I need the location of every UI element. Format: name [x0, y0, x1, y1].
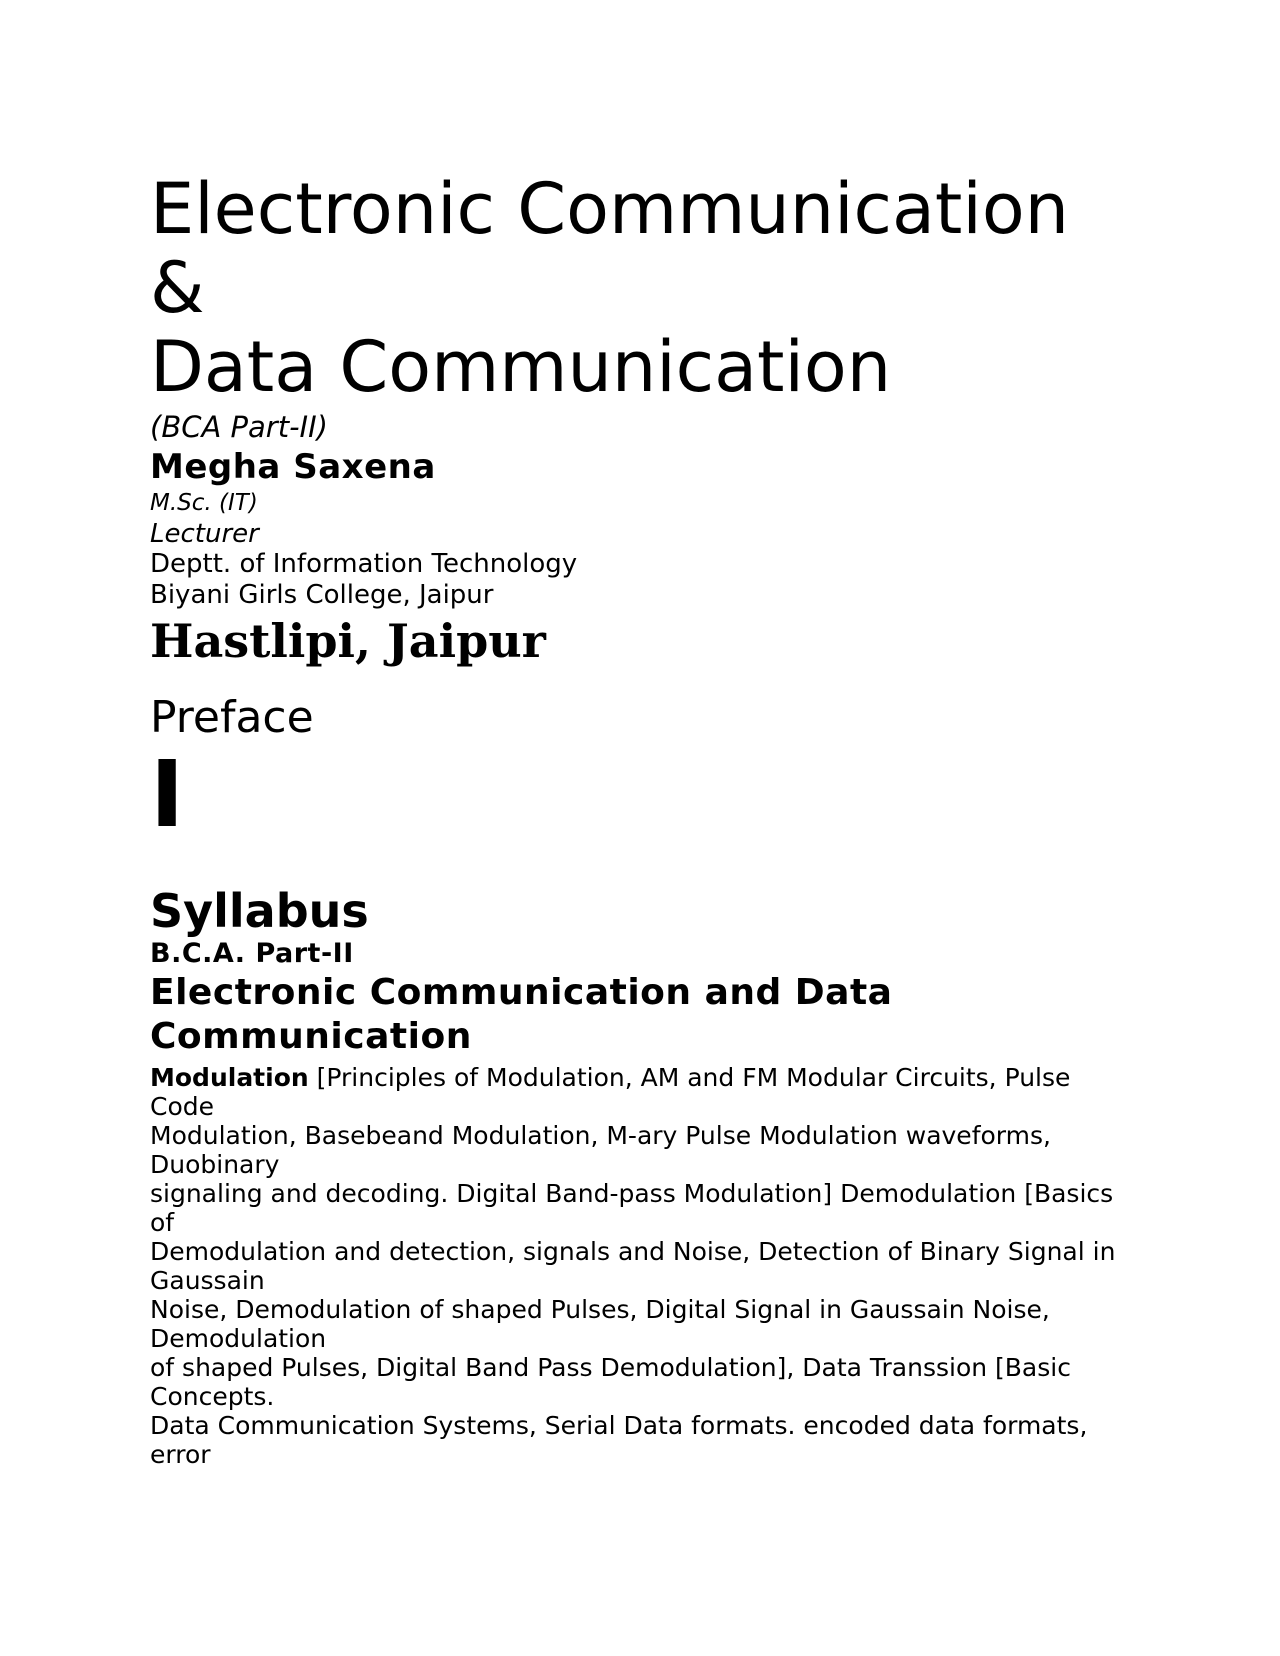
author-college: Biyani Girls College, Jaipur [150, 580, 494, 610]
syllabus-section [150, 885, 1150, 1469]
document-page [150, 170, 1150, 1469]
syllabus-line: Modulation, Basebeand Modulation, M-ary Pulse Modulation waveforms, Duobinary [150, 1121, 1051, 1179]
title-block [150, 170, 1150, 407]
syllabus-line: signaling and decoding. Digital Band-pass Modulation] Demodulation [Basics of [150, 1179, 1114, 1237]
preface-section [150, 691, 1150, 848]
syllabus-line: Noise, Demodulation of shaped Pulses, Digital Signal in Gaussain Noise, Demodulation [150, 1295, 1050, 1353]
title-line-3: Data Communication [150, 326, 892, 408]
preface-mark: I [150, 741, 185, 848]
author-department: Deptt. of Information Technology [150, 549, 578, 579]
author-block [150, 447, 1150, 611]
course-subtitle: (BCA Part-II) [150, 410, 328, 444]
preface-heading: Preface [150, 692, 314, 743]
syllabus-line: Demodulation and detection, signals and Noise, Detection of Binary Signal in Gaussain [150, 1237, 1116, 1295]
author-degree: M.Sc. (IT) [150, 490, 258, 516]
title-line-2: & [150, 247, 205, 329]
title-line-1: Electronic Communication [150, 168, 1070, 250]
syllabus-line-text: [Principles of Modulation, AM and FM Modular Circuits, Pulse Code [150, 1063, 1071, 1121]
syllabus-body [150, 1063, 1140, 1469]
author-name: Megha Saxena [150, 447, 436, 487]
syllabus-line: Data Communication Systems, Serial Data formats. encoded data formats, error [150, 1411, 1088, 1469]
syllabus-course: B.C.A. Part-II [150, 938, 354, 969]
syllabus-subject: Electronic Communication and Data Communication [150, 972, 893, 1057]
author-designation: Lecturer [150, 519, 259, 549]
syllabus-line: of shaped Pulses, Digital Band Pass Demodulation], Data Transsion [Basic Concepts. [150, 1353, 1071, 1411]
syllabus-line [150, 1063, 1140, 1121]
publisher: Hastlipi, Jaipur [150, 614, 546, 668]
syllabus-heading: Syllabus [150, 884, 369, 938]
syllabus-lead-term: Modulation [150, 1063, 309, 1092]
